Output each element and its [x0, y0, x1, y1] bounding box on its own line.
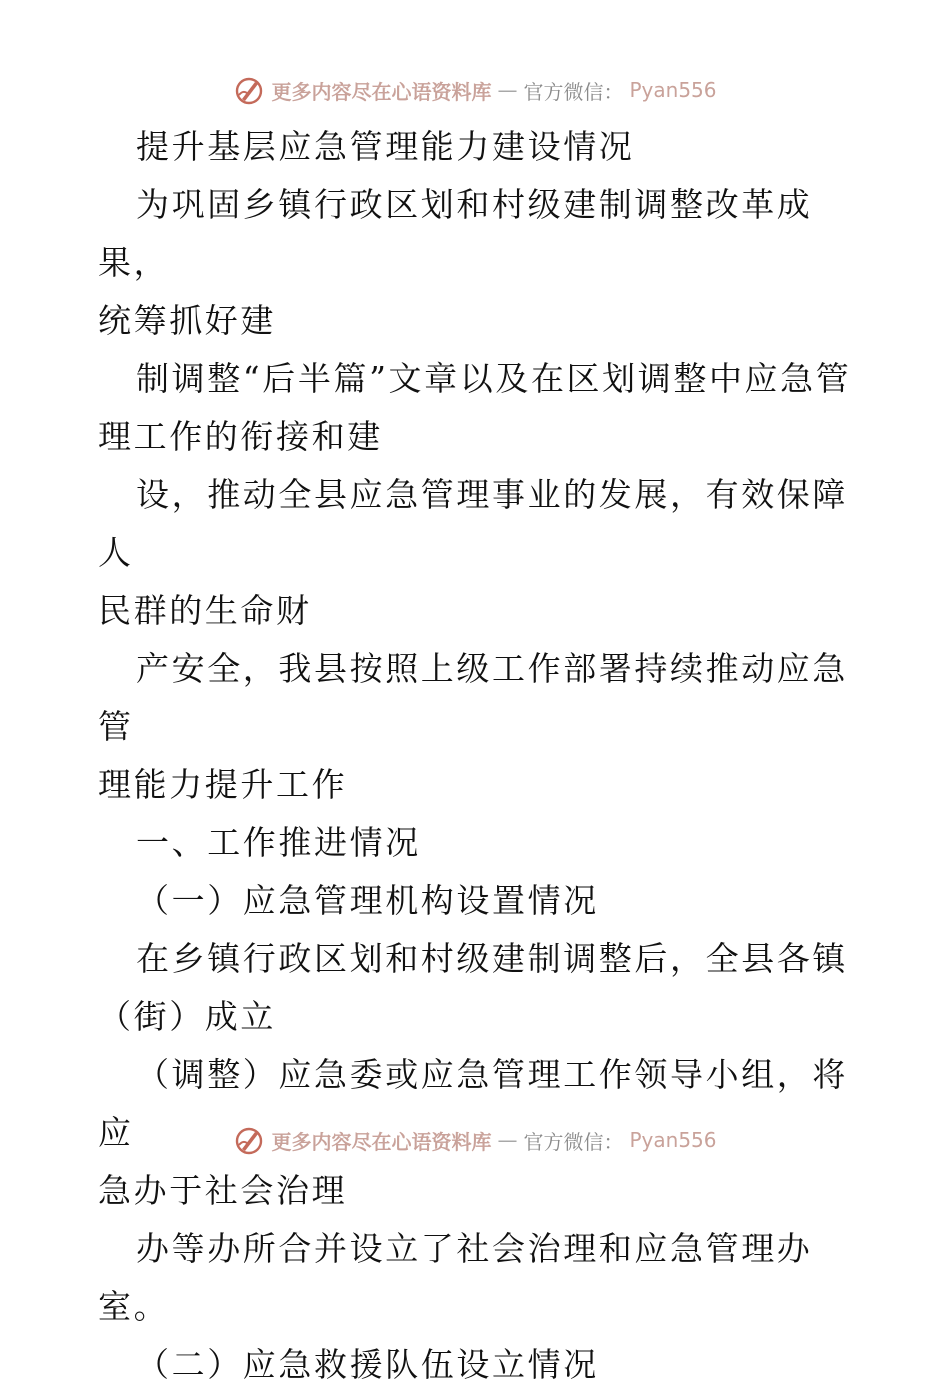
watermark-brand: 更多内容尽在心语资料库 [271, 79, 492, 104]
watermark-brand: 更多内容尽在心语资料库 [271, 1129, 492, 1154]
watermark-dash: — [497, 1128, 518, 1152]
paragraph-line: 办等办所合并设立了社会治理和应急管理办室。 [98, 1229, 813, 1326]
quill-pen-logo-icon [233, 1124, 265, 1156]
watermark-dash: — [497, 78, 518, 102]
paragraph-line: 产安全，我县按照上级工作部署持续推动应急管 [98, 649, 848, 746]
quill-pen-logo-icon [233, 74, 265, 106]
watermark-official-label: 官方微信： [523, 79, 624, 104]
paragraph-line: 设，推动全县应急管理事业的发展，有效保障人 [98, 475, 848, 572]
subsection-heading: （一）应急管理机构设置情况 [136, 881, 599, 920]
paragraph-line: 急办于社会治理 [98, 1171, 348, 1210]
paragraph-line: 理能力提升工作 [98, 765, 348, 804]
document-body [98, 118, 858, 1394]
paragraph-line: 在乡镇行政区划和村级建制调整后，全县各镇 [136, 939, 848, 978]
paragraph-line: 制调整“后半篇”文章以及在区划调整中应急管 [136, 359, 852, 398]
paragraph-line: 提升基层应急管理能力建设情况 [136, 127, 635, 166]
watermark-wechat-id: Pyan556 [629, 78, 717, 102]
paragraph-line: 理工作的衔接和建 [98, 417, 383, 456]
paragraph-line: （街）成立 [98, 997, 276, 1036]
paragraph-line: （调整）应急委或应急管理工作领导小组，将应 [98, 1055, 848, 1152]
watermark-wechat-id: Pyan556 [629, 1128, 717, 1152]
footer-watermark [0, 1120, 950, 1160]
paragraph-line: 民群的生命财 [98, 591, 312, 630]
section-heading: 一、工作推进情况 [136, 823, 421, 862]
paragraph-line: 为巩固乡镇行政区划和村级建制调整改革成果， [98, 185, 813, 282]
paragraph-line: 统筹抓好建 [98, 301, 276, 340]
header-watermark [0, 70, 950, 110]
watermark-official-label: 官方微信： [523, 1129, 624, 1154]
subsection-heading: （二）应急救援队伍设立情况 [136, 1345, 599, 1384]
